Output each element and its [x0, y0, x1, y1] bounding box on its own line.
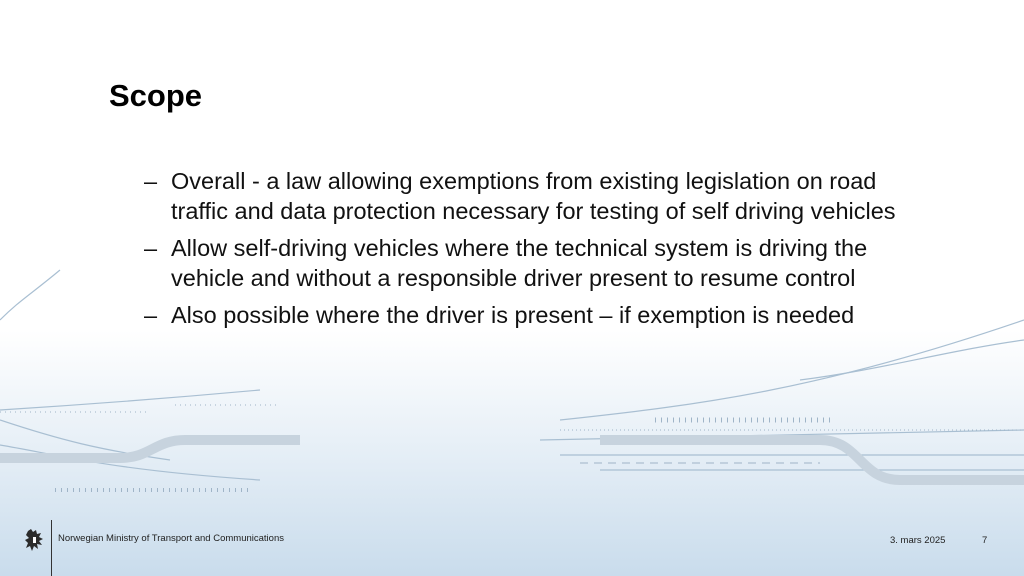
bullet-text: Overall - a law allowing exemptions from existing legislation on road traffic and data protection necessary for testing of self driving vehicles	[171, 168, 896, 224]
bullet-text: Also possible where the driver is present – if exemption is needed	[171, 302, 855, 328]
bullet-item	[144, 233, 904, 293]
footer-date: 3. mars 2025	[890, 535, 946, 546]
bullet-text: Allow self-driving vehicles where the technical system is driving the vehicle and without a responsible driver present to resume control	[171, 235, 868, 291]
bullet-list	[144, 166, 904, 337]
bullet-marker: –	[144, 302, 158, 328]
slide-title: Scope	[109, 78, 203, 113]
page-number: 7	[982, 535, 988, 546]
bullet-marker: –	[144, 168, 158, 194]
footer-organization: Norwegian Ministry of Transport and Communications	[58, 533, 284, 544]
norwegian-lion-coat-of-arms-icon	[24, 528, 46, 552]
bullet-item	[144, 300, 904, 330]
bullet-marker: –	[144, 235, 158, 261]
bullet-item	[144, 166, 904, 226]
footer-divider	[51, 520, 52, 576]
